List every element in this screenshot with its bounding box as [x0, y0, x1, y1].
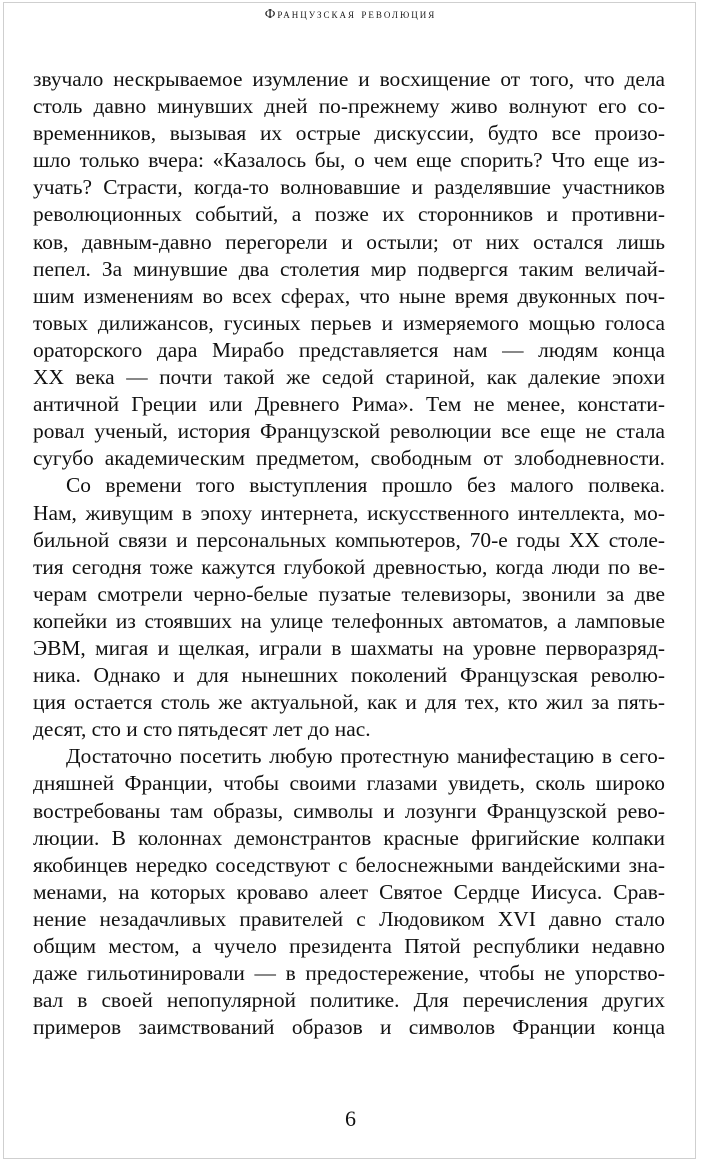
text-line: востребованы там образы, символы и лозунги Французской рево- [33, 798, 665, 823]
text-line: ков, давным-давно перегорели и остыли; от них остался лишь [33, 229, 665, 254]
text-line: Со времени того выступления прошло без малого полвека. [66, 473, 665, 498]
text-line: бильной связи и персональных компьютеров, 70-е годы XX столе- [33, 527, 665, 552]
text-line: Нам, живущим в эпоху интернета, искусственного интеллекта, мо- [33, 500, 665, 525]
text-line: десят, сто и сто пятьдесят лет до нас. [33, 717, 371, 742]
text-line: дняшней Франции, чтобы своими глазами увидеть, сколь широко [33, 771, 665, 796]
text-line: учать? Страсти, когда-то волновавшие и разделявшие участников [33, 175, 665, 200]
text-line: менами, на которых кроваво алеет Святое Сердце Иисуса. Срав- [33, 879, 665, 904]
text-line: сугубо академическим предметом, свободным от злободневности. [33, 446, 665, 471]
text-line: ЭВМ, мигая и щелкая, играли в шахматы на уровне перворазряд- [33, 635, 665, 660]
text-line: люции. В колоннах демонстрантов красные фригийские колпаки [33, 825, 665, 850]
text-line: примеров заимствований образов и символов Франции конца [33, 1015, 665, 1040]
text-line: революционных событий, а позже их сторонников и противни- [33, 202, 665, 227]
text-line: временников, вызывая их острые дискуссии, будто все произо- [33, 121, 665, 146]
text-line: столь давно минувших дней по-прежнему живо волнуют его со- [33, 94, 665, 119]
paragraph-2 [33, 472, 665, 743]
text-line: даже гильотинировали — в предостережение, чтобы не упорство- [33, 961, 665, 986]
text-line: вал в своей непопулярной политике. Для перечисления других [33, 988, 665, 1013]
body-text [33, 66, 665, 1041]
text-line: античной Греции или Древнего Рима». Тем не менее, констати- [33, 392, 665, 417]
text-line: товых дилижансов, гусиных перьев и измеряемого мощью голоса [33, 310, 665, 335]
text-line: звучало нескрываемое изумление и восхищение от того, что дела [33, 67, 665, 91]
text-line: ция остается столь же актуальной, как и для тех, кто жил за пять- [33, 690, 665, 715]
text-line: шим изменениям во всех сферах, что ныне время двуконных поч- [33, 283, 665, 308]
page-number: 6 [345, 1106, 356, 1131]
text-line: общим местом, а чучело президента Пятой республики недавно [33, 934, 665, 958]
text-line: ника. Однако и для нынешних поколений Французская револю- [33, 663, 665, 688]
text-line: черам смотрели черно-белые пузатые телевизоры, звонили за две [33, 581, 665, 606]
text-line: якобинцев нередко соседствуют с белоснежными вандейскими зна- [33, 852, 665, 877]
text-line: XX века — почти такой же седой стариной, как далекие эпохи [33, 365, 665, 390]
text-line: ровал ученый, история Французской революции все еще не стала [33, 419, 665, 444]
text-line: пепел. За минувшие два столетия мир подвергся таким величай- [33, 256, 665, 281]
paragraph-1 [33, 66, 665, 472]
running-head: Французская революция [264, 6, 437, 21]
text-line: нение незадачливых правителей с Людовиком XVI давно стало [33, 906, 665, 931]
paragraph-3 [33, 743, 665, 1041]
text-line: шло только вчера: «Казалось бы, о чем еще спорить? Что еще из- [33, 148, 665, 173]
text-line: ораторского дара Мирабо представляется нам — людям конца [33, 337, 665, 362]
text-line: тия сегодня тоже кажутся глубокой древностью, когда люди по ве- [33, 554, 665, 579]
text-line: Достаточно посетить любую протестную манифестацию в сего- [66, 744, 665, 769]
text-line: копейки из стоявших на улице телефонных автоматов, а ламповые [33, 608, 665, 633]
